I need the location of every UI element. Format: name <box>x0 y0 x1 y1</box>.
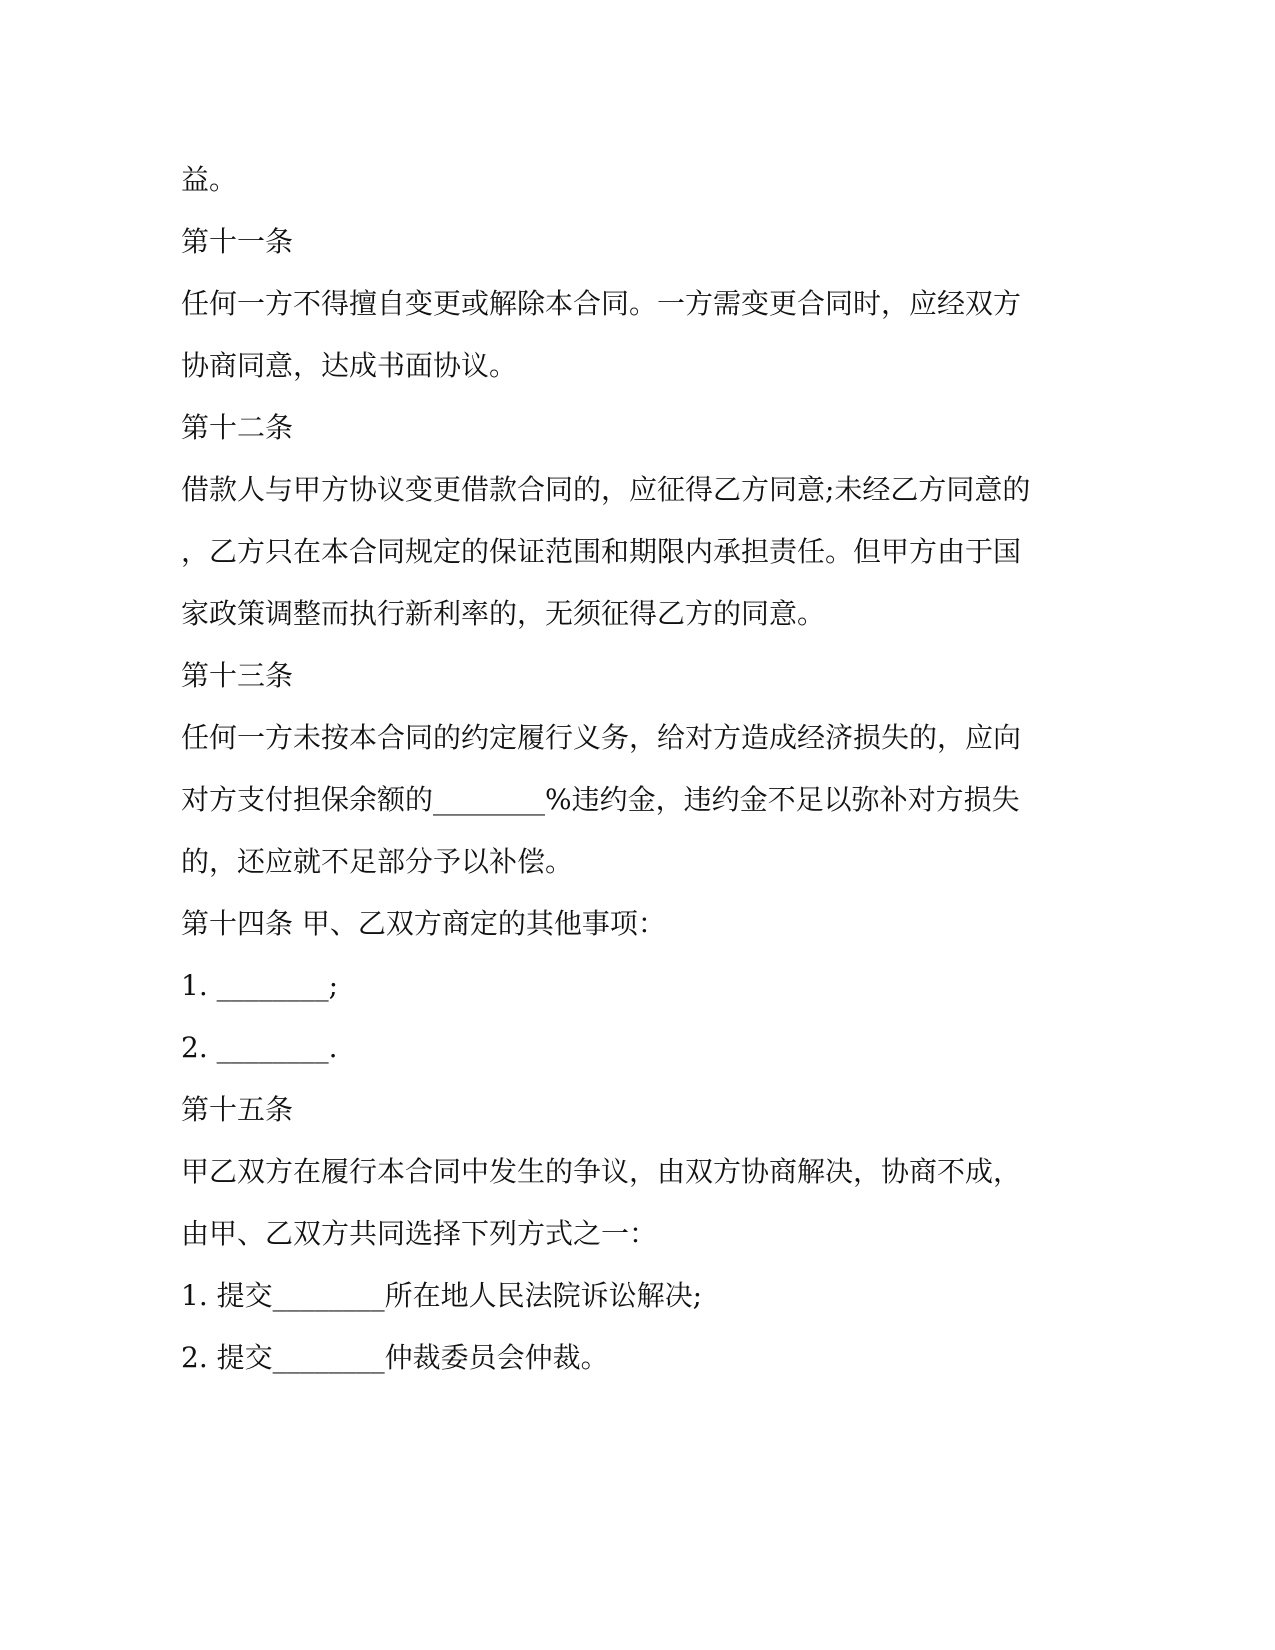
article-14-item-1: 1. ________; <box>181 969 339 1002</box>
article-13-text-line: 任何一方未按本合同的约定履行义务，给对方造成经济损失的，应向 <box>181 721 1022 754</box>
article-13-text-line: 的，还应就不足部分予以补偿。 <box>181 845 574 878</box>
article-14-heading: 第十四条 甲、乙双方商定的其他事项： <box>181 907 666 940</box>
article-15-option-1: 1. 提交________所在地人民法院诉讼解决; <box>181 1279 703 1312</box>
article-12-text-line: 家政策调整而执行新利率的，无须征得乙方的同意。 <box>181 597 826 630</box>
text-line-continuation: 益。 <box>181 163 238 196</box>
article-15-heading: 第十五条 <box>181 1093 294 1126</box>
article-14-item-2: 2. ________. <box>181 1031 338 1064</box>
article-12-heading: 第十二条 <box>181 411 294 444</box>
article-12-text-line: 借款人与甲方协议变更借款合同的，应征得乙方同意;未经乙方同意的 <box>181 473 1031 506</box>
article-12-text-line: ，乙方只在本合同规定的保证范围和期限内承担责任。但甲方由于国 <box>181 535 1022 568</box>
article-15-text-line: 由甲、乙双方共同选择下列方式之一： <box>181 1217 658 1250</box>
article-11-text-line: 协商同意，达成书面协议。 <box>181 349 518 382</box>
article-11-text-line: 任何一方不得擅自变更或解除本合同。一方需变更合同时，应经双方 <box>181 287 1022 320</box>
article-11-heading: 第十一条 <box>181 225 294 258</box>
article-15-option-2: 2. 提交________仲裁委员会仲裁。 <box>181 1341 609 1374</box>
article-15-text-line: 甲乙双方在履行本合同中发生的争议，由双方协商解决，协商不成， <box>181 1155 1022 1188</box>
article-13-text-line: 对方支付担保余额的________%违约金，违约金不足以弥补对方损失 <box>181 783 1020 816</box>
article-13-heading: 第十三条 <box>181 659 294 692</box>
